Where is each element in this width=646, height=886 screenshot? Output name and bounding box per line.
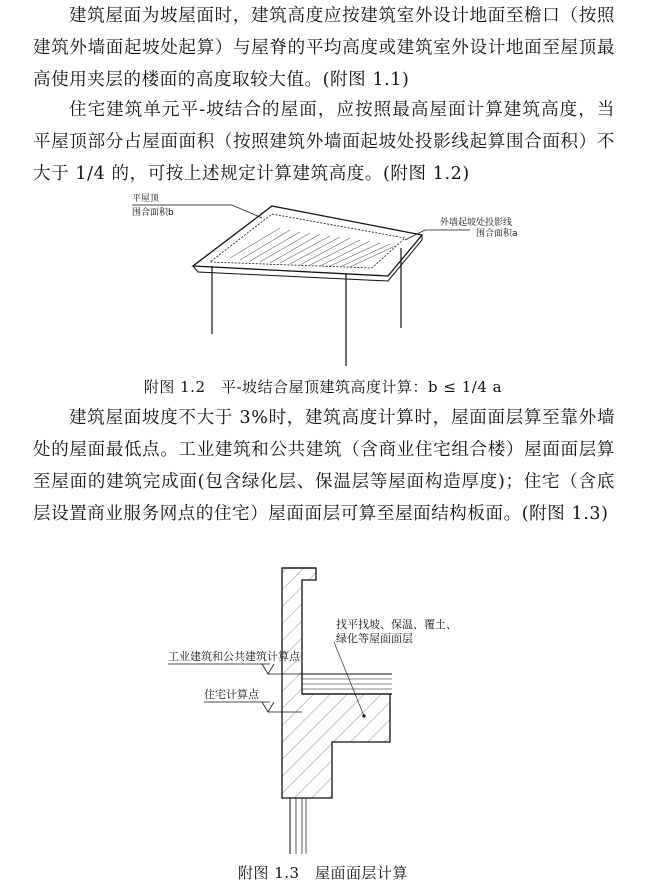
label-residential-point: 住宅计算点 xyxy=(204,688,259,701)
label-slope-line1: 外墙起坡处投影线 xyxy=(440,218,513,228)
figure-1-3-diagram xyxy=(0,566,646,856)
figure-1-2-diagram xyxy=(0,188,646,368)
paragraph-2: 住宅建筑单元平-坡结合的屋面，应按照最高屋面计算建筑高度，当平屋顶部分占屋面面积（按照建筑外墙面起坡处投影线起算围合面积）不大于 1/4 的，可按上述规定计算建筑高度。(附图 1.2) xyxy=(33,100,615,184)
figure-1-3-caption: 附图 1.3 屋面面层计算 xyxy=(237,864,409,882)
paragraph-1: 建筑屋面为坡屋面时，建筑高度应按建筑室外设计地面至檐口（按照建筑外墙面起坡处起算）与屋脊的平均高度或建筑室外设计地面至屋顶最高使用夹层的楼面的高度取较大值。(附图 1.1) xyxy=(33,6,615,90)
label-flat-roof-line2: 围合面积b xyxy=(132,208,174,218)
label-public-point: 工业建筑和公共建筑计算点 xyxy=(168,650,300,663)
label-slope-line2: 围合面积a xyxy=(476,229,518,239)
paragraph-3: 建筑屋面坡度不大于 3%时，建筑高度计算时，屋面面层算至靠外墙处的屋面最低点。工业建筑和公共建筑（含商业住宅组合楼）屋面面层算至屋面的建筑完成面(包含绿化层、保温层等屋面构造厚度)；住宅（含底层设置商业服务网点的住宅）屋面面层可算至屋面结构板面。(附图 1.3) xyxy=(33,408,615,524)
label-layers-line2: 绿化等屋面面层 xyxy=(336,632,413,645)
label-layers-line1: 找平找坡、保温、覆土、 xyxy=(336,618,457,631)
label-flat-roof-line1: 平屋顶 xyxy=(132,194,160,204)
figure-1-2-caption: 附图 1.2 平-坡结合屋顶建筑高度计算：b ≤ 1/4 a xyxy=(143,378,503,396)
